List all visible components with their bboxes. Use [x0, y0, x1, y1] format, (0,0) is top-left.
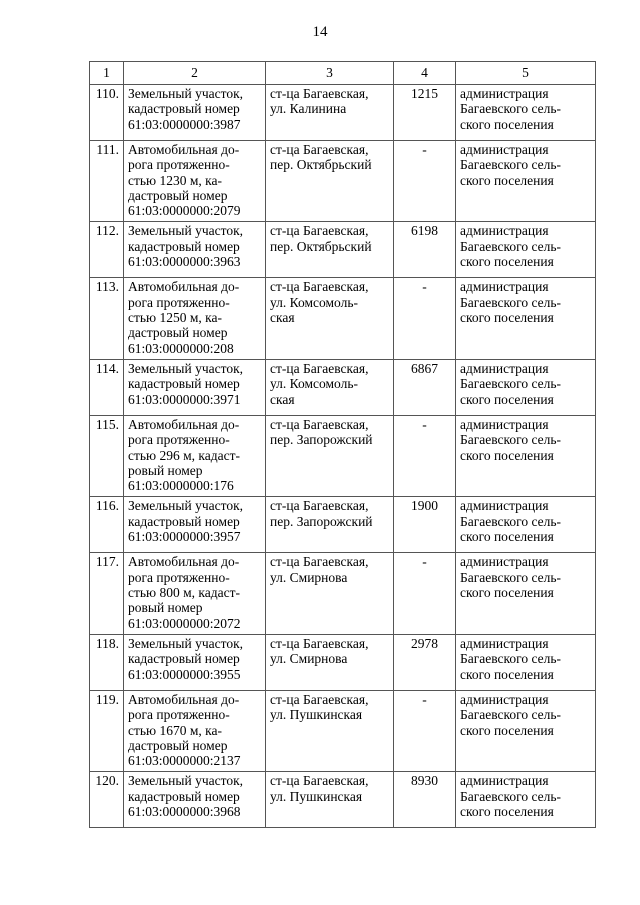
area-cell: 2978 [394, 634, 456, 690]
area-cell: 6198 [394, 222, 456, 278]
address-cell: ст-ца Багаевская, ул. Комсомоль- ская [266, 278, 394, 359]
row-number-cell: 115. [90, 415, 124, 496]
area-cell: 1215 [394, 85, 456, 141]
row-number-cell: 119. [90, 690, 124, 771]
owner-cell: администрация Багаевского сель- ского поселения [456, 85, 596, 141]
owner-cell: администрация Багаевского сель- ского поселения [456, 690, 596, 771]
address-cell: ст-ца Багаевская, пер. Запорожский [266, 497, 394, 553]
owner-cell: администрация Багаевского сель- ского поселения [456, 772, 596, 828]
owner-cell: администрация Багаевского сель- ского поселения [456, 415, 596, 496]
owner-cell: администрация Багаевского сель- ского поселения [456, 222, 596, 278]
owner-cell: администрация Багаевского сель- ского поселения [456, 141, 596, 222]
table-row [90, 634, 596, 690]
row-number-cell: 118. [90, 634, 124, 690]
row-number-cell: 120. [90, 772, 124, 828]
row-number-cell: 111. [90, 141, 124, 222]
table-row [90, 278, 596, 359]
address-cell: ст-ца Багаевская, ул. Смирнова [266, 553, 394, 634]
header-row [90, 62, 596, 85]
object-description-cell: Автомобильная до- рога протяженно- стью 296 м, кадаст- ровый номер 61:03:0000000:176 [124, 415, 266, 496]
table-row [90, 497, 596, 553]
area-cell: 8930 [394, 772, 456, 828]
owner-cell: администрация Багаевского сель- ского поселения [456, 497, 596, 553]
row-number-cell: 117. [90, 553, 124, 634]
row-number-cell: 112. [90, 222, 124, 278]
table-row [90, 222, 596, 278]
address-cell: ст-ца Багаевская, пер. Октябрьский [266, 141, 394, 222]
object-description-cell: Автомобильная до- рога протяженно- стью 1250 м, ка- дастровый номер 61:03:0000000:208 [124, 278, 266, 359]
header-cell: 4 [394, 62, 456, 85]
address-cell: ст-ца Багаевская, ул. Калинина [266, 85, 394, 141]
page-number: 14 [312, 24, 328, 40]
table-row [90, 359, 596, 415]
area-cell: - [394, 141, 456, 222]
row-number-cell: 116. [90, 497, 124, 553]
address-cell: ст-ца Багаевская, ул. Пушкинская [266, 772, 394, 828]
row-number-cell: 114. [90, 359, 124, 415]
table-row [90, 690, 596, 771]
object-description-cell: Автомобильная до- рога протяженно- стью 1670 м, ка- дастровый номер 61:03:0000000:2137 [124, 690, 266, 771]
table-row [90, 141, 596, 222]
address-cell: ст-ца Багаевская, ул. Пушкинская [266, 690, 394, 771]
table-row [90, 85, 596, 141]
row-number-cell: 110. [90, 85, 124, 141]
area-cell: - [394, 415, 456, 496]
object-description-cell: Земельный участок, кадастровый номер 61:03:0000000:3963 [124, 222, 266, 278]
area-cell: - [394, 278, 456, 359]
table-row [90, 772, 596, 828]
owner-cell: администрация Багаевского сель- ского поселения [456, 634, 596, 690]
object-description-cell: Земельный участок, кадастровый номер 61:03:0000000:3971 [124, 359, 266, 415]
address-cell: ст-ца Багаевская, ул. Смирнова [266, 634, 394, 690]
object-description-cell: Земельный участок, кадастровый номер 61:03:0000000:3987 [124, 85, 266, 141]
address-cell: ст-ца Багаевская, пер. Запорожский [266, 415, 394, 496]
area-cell: 1900 [394, 497, 456, 553]
area-cell: - [394, 690, 456, 771]
table-row [90, 553, 596, 634]
object-description-cell: Земельный участок, кадастровый номер 61:03:0000000:3957 [124, 497, 266, 553]
owner-cell: администрация Багаевского сель- ского поселения [456, 278, 596, 359]
row-number-cell: 113. [90, 278, 124, 359]
area-cell: - [394, 553, 456, 634]
object-description-cell: Автомобильная до- рога протяженно- стью 1230 м, ка- дастровый номер 61:03:0000000:2079 [124, 141, 266, 222]
header-cell: 1 [90, 62, 124, 85]
object-description-cell: Автомобильная до- рога протяженно- стью 800 м, кадаст- ровый номер 61:03:0000000:2072 [124, 553, 266, 634]
address-cell: ст-ца Багаевская, пер. Октябрьский [266, 222, 394, 278]
object-description-cell: Земельный участок, кадастровый номер 61:03:0000000:3968 [124, 772, 266, 828]
area-cell: 6867 [394, 359, 456, 415]
header-cell: 5 [456, 62, 596, 85]
header-cell: 3 [266, 62, 394, 85]
table-row [90, 415, 596, 496]
owner-cell: администрация Багаевского сель- ского поселения [456, 553, 596, 634]
header-cell: 2 [124, 62, 266, 85]
address-cell: ст-ца Багаевская, ул. Комсомоль- ская [266, 359, 394, 415]
owner-cell: администрация Багаевского сель- ского поселения [456, 359, 596, 415]
property-registry-table [89, 61, 596, 828]
object-description-cell: Земельный участок, кадастровый номер 61:03:0000000:3955 [124, 634, 266, 690]
